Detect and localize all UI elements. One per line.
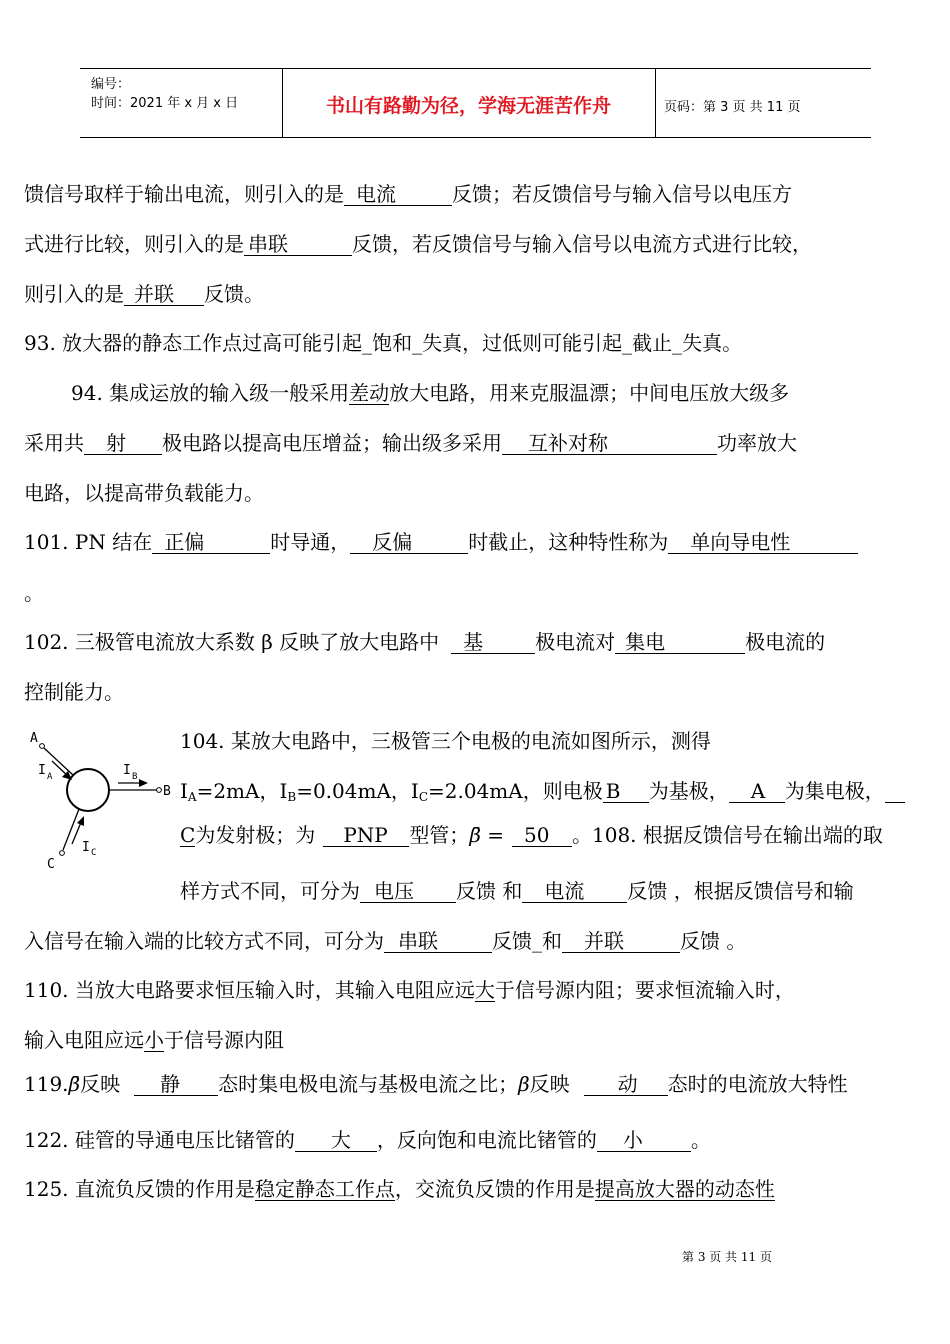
answer-blank: 基	[451, 631, 535, 654]
subscript: A	[187, 790, 197, 804]
arrow-ic-head	[77, 816, 84, 826]
text: 控制能力。	[24, 680, 124, 704]
text-line-18	[24, 1027, 284, 1053]
text: 功率放大	[717, 431, 797, 455]
answer-blank: 射	[84, 432, 162, 455]
answer-blank: 并联	[562, 930, 680, 953]
text: $I_B$	[279, 779, 297, 804]
text-line-6	[24, 430, 797, 456]
question-102	[24, 629, 825, 655]
answer-blank: 电压	[360, 880, 456, 903]
label-ic-sub: C	[91, 848, 97, 858]
text: 则引入的是	[24, 282, 124, 306]
text: 态时的电流放大特性	[667, 1072, 848, 1096]
text: 101. PN 结在	[24, 530, 153, 554]
motto-text: 书山有路勤为径，学海无涯苦作舟	[325, 95, 611, 117]
answer-blank: 大	[474, 978, 495, 1002]
subscript: B	[287, 790, 297, 804]
answer-blank: 电流	[344, 183, 452, 206]
answer-blank: 串联	[384, 930, 492, 953]
text-line-13	[180, 778, 905, 810]
subscript: C	[418, 790, 428, 804]
answer-blank-overflow	[885, 780, 905, 803]
answer-blank: 单向导电性	[668, 531, 858, 554]
answer-blank: B	[603, 780, 649, 803]
text: 反馈，若反馈信号与输入信号以电流方式进行比较，	[352, 232, 812, 256]
answer-blank: 50	[512, 824, 572, 847]
page-footer: 第 3 页 共 11 页	[682, 1250, 772, 1264]
question-122	[24, 1127, 711, 1153]
text: 119.	[24, 1072, 69, 1096]
text: 为集电极，	[784, 779, 885, 803]
answer-blank: 小	[597, 1129, 691, 1152]
beta-symbol: β̄ =	[469, 823, 504, 847]
text: 电路，以提高带负载能力。	[24, 481, 264, 505]
answer-blank: 稳定静态工作点	[254, 1177, 395, 1201]
document-number-label: 编号：	[91, 77, 131, 92]
text: 反馈_和	[492, 929, 562, 953]
text-line-1	[24, 181, 792, 207]
text: 为基极，	[648, 779, 729, 803]
text: 馈信号取样于输出电流，则引入的是	[24, 182, 344, 206]
text: 于信号源内阻	[164, 1028, 284, 1052]
text: 为发射极；为	[195, 823, 316, 847]
answer-blank: A	[729, 780, 785, 803]
header-table	[80, 68, 871, 138]
label-ia-sub: A	[47, 772, 53, 782]
answer-blank: 互补对称	[502, 432, 717, 455]
text: =2mA，	[196, 779, 280, 803]
text-line-16	[24, 928, 746, 954]
question-101	[24, 529, 858, 555]
text: 110. 当放大电路要求恒压输入时，其输入电阻应远	[24, 978, 475, 1002]
text: 入信号在输入端的比较方式不同，可分为	[24, 929, 384, 953]
terminal-a	[40, 744, 45, 749]
question-125	[24, 1176, 775, 1202]
answer-blank: 并联	[124, 283, 204, 306]
text: 时导通，	[270, 530, 351, 554]
text-line-15	[180, 878, 854, 904]
lead-a	[44, 748, 73, 775]
answer-blank: 大	[295, 1129, 377, 1152]
text-line-11	[24, 679, 124, 705]
answer-blank: 静	[134, 1073, 218, 1096]
text: =0.04mA，	[296, 779, 411, 803]
label-ib-sub: B	[132, 772, 138, 782]
text-line-7	[24, 480, 264, 506]
terminal-b	[157, 788, 162, 793]
text: 时截止，这种特性称为	[468, 530, 669, 554]
beta-symbol: β	[518, 1072, 530, 1096]
text: 放大电路，用来克服温漂；中间电压放大级多	[389, 381, 790, 405]
label-ia: I	[38, 763, 46, 778]
text: 125. 直流负反馈的作用是	[24, 1177, 255, 1201]
text: 极电路以提高电压增益；输出级多采用	[162, 431, 502, 455]
label-c: C	[47, 857, 55, 872]
text: 采用共	[24, 431, 84, 455]
text: 。	[690, 1128, 711, 1152]
arrow-ib-head	[139, 779, 148, 787]
question-110	[24, 977, 795, 1003]
answer-blank: 反偏	[350, 531, 468, 554]
text: 态时集电极电流与基极电流之比；	[218, 1072, 519, 1096]
answer-blank: 串联	[244, 233, 352, 256]
answer-blank: 集电	[615, 631, 745, 654]
text-line-9	[24, 580, 44, 606]
text: 122. 硅管的导通电压比锗管的	[24, 1128, 295, 1152]
text: 于信号源内阻；要求恒流输入时，	[494, 978, 795, 1002]
text: $I_C$	[410, 779, 428, 804]
text-line-2	[24, 231, 812, 257]
text: 反馈 。	[680, 929, 747, 953]
text: $I_A$	[180, 779, 197, 804]
text: 型管；	[409, 823, 470, 847]
header-page-cell	[656, 69, 871, 137]
text: 反馈；若反馈信号与输入信号以电压方	[452, 182, 792, 206]
question-93	[24, 330, 742, 356]
text: 式进行比较，则引入的是	[24, 232, 244, 256]
text: 104. 某放大电路中，三极管三个电极的电流如图所示，测得	[180, 729, 711, 753]
text-line-14	[180, 822, 883, 848]
document-time-label: 时间：2021 年 x 月 x 日	[91, 96, 239, 111]
transistor-current-diagram	[22, 727, 172, 877]
header-info-cell	[80, 69, 283, 137]
header-page-label: 页码：第 3 页 共 11 页	[664, 100, 801, 115]
text: 。108. 根据反馈信号在输出端的取	[572, 823, 883, 847]
answer-blank: 差动	[349, 381, 390, 405]
text: 反馈 ，根据反馈信号和输	[627, 879, 854, 903]
question-104	[180, 728, 711, 754]
answer-blank: 电流	[522, 880, 627, 903]
answer-blank: PNP	[323, 824, 409, 847]
text: 反映	[80, 1072, 121, 1096]
answer-blank: 小	[144, 1028, 164, 1052]
answer-blank: 动	[584, 1073, 668, 1096]
beta-bar-symbol: β̄	[68, 1072, 81, 1096]
text: 极电流的	[745, 630, 826, 654]
lead-c	[63, 809, 79, 850]
answer-blank: C	[180, 823, 196, 847]
text: 93. 放大器的静态工作点过高可能引起_饱和_失真，过低则可能引起_截止_失真。	[24, 331, 743, 355]
answer-blank: 提高放大器的动态性	[594, 1177, 775, 1201]
header-motto-cell	[282, 69, 656, 137]
label-b: B	[163, 784, 171, 799]
terminal-c	[60, 851, 65, 856]
answer-blank: 正偏	[152, 531, 270, 554]
text: 输入电阻应远	[24, 1028, 144, 1052]
text: 反馈。	[204, 282, 264, 306]
label-a: A	[30, 731, 38, 746]
text: 102. 三极管电流放大系数 β 反映了放大电路中	[24, 630, 440, 654]
text: 样方式不同，可分为	[180, 879, 360, 903]
text-line-3	[24, 281, 264, 307]
text: =2.04mA，则电极	[428, 779, 603, 803]
text: 94. 集成运放的输入级一般采用	[71, 381, 350, 405]
text: 。	[24, 581, 44, 605]
label-ib: I	[123, 763, 131, 778]
text: 反映	[529, 1072, 570, 1096]
question-119	[24, 1071, 848, 1097]
question-94	[71, 380, 789, 406]
text: 反馈 和	[456, 879, 523, 903]
transistor-circle	[67, 769, 109, 811]
text: 极电流对	[535, 630, 616, 654]
label-ic: I	[82, 840, 90, 855]
text: ，交流负反馈的作用是	[394, 1177, 595, 1201]
text: ，反向饱和电流比锗管的	[376, 1128, 597, 1152]
